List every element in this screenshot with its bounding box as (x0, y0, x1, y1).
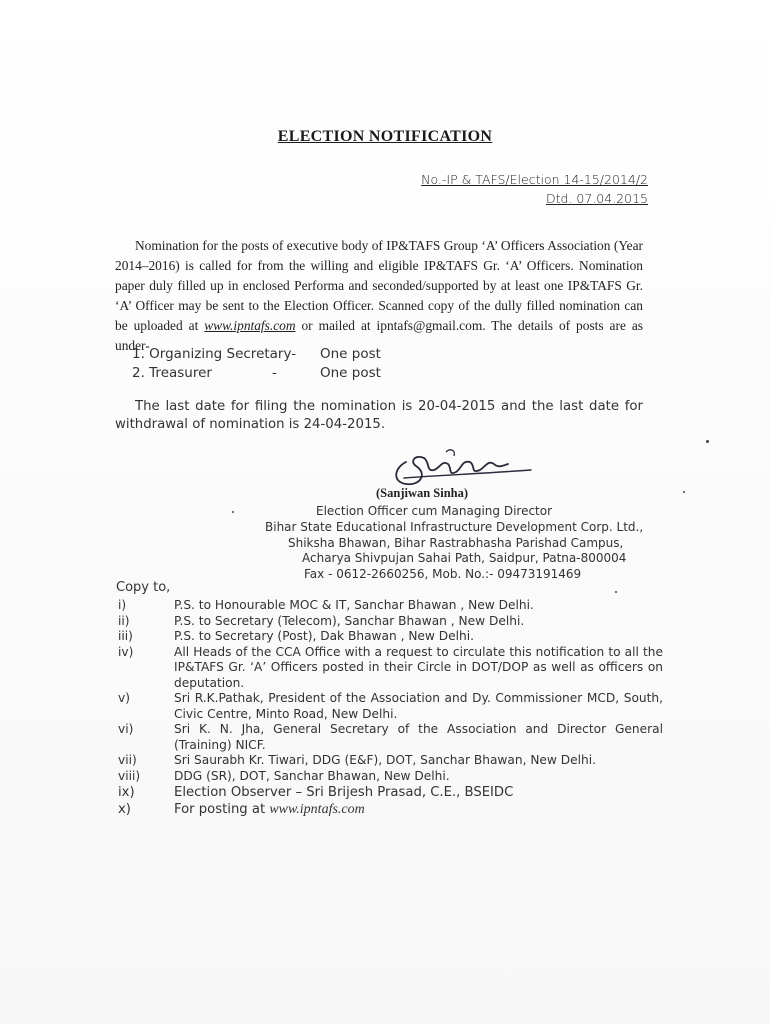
list-item (118, 629, 663, 645)
post-name: 2. Treasurer - (132, 365, 277, 381)
list-item-text: Sri R.K.Pathak, President of the Association and Dy. Commissioner MCD, South, Civic Centre, Minto Road, New Delhi. (174, 691, 663, 721)
reference-number: No.-IP & TAFS/Election 14-15/2014/2 (421, 172, 648, 187)
reference-date: Dtd. 07.04.2015 (546, 191, 648, 206)
list-item (118, 769, 663, 785)
list-item-text: Election Observer – Sri Brijesh Prasad, C.E., BSEIDC (174, 785, 514, 800)
paragraph-line: 2014–2016) is called for from the willing and eligible IP&TAFS Gr. ‘A’ Officers. Nomination (115, 258, 643, 273)
list-item-number: i) (118, 598, 127, 612)
list-item (118, 691, 663, 722)
scan-speck (615, 591, 617, 593)
post-count: One post (320, 365, 381, 381)
paragraph-line-prefix: uploaded at (133, 318, 205, 333)
list-item-number: iv) (118, 644, 134, 659)
document-title: ELECTION NOTIFICATION (277, 128, 493, 145)
list-item (118, 753, 663, 769)
list-item-number: v) (118, 691, 130, 705)
last-date-paragraph: The last date for filing the nomination is 20-04-2015 and the last date for withdrawal of nomination is 24-04-2015. (115, 399, 643, 432)
list-item-text: P.S. to Secretary (Post), Dak Bhawan , New Delhi. (174, 629, 475, 643)
list-item-number: viii) (118, 768, 141, 783)
list-item-number: ii) (118, 613, 130, 628)
list-item-text (174, 801, 663, 818)
signatory-designation: Election Officer cum Managing Director (316, 504, 553, 518)
list-item-text: P.S. to Secretary (Telecom), Sanchar Bhawan , New Delhi. (174, 613, 525, 628)
list-item-number: vii) (118, 753, 137, 767)
list-item-text: Sri K. N. Jha, General Secretary of the Association and Director General (Training) NICF. (174, 722, 663, 752)
copy-to-list (118, 598, 663, 818)
list-item-text-prefix: For posting at (174, 802, 270, 817)
list-item-text: Sri Saurabh Kr. Tiwari, DDG (E&F), DOT, Sanchar Bhawan, New Delhi. (174, 753, 597, 767)
post-item (132, 346, 410, 365)
post-count: One post (320, 346, 381, 362)
list-item-number: vi) (118, 722, 134, 736)
list-item (118, 645, 663, 692)
scan-speck (683, 491, 685, 493)
paragraph-line: Officer may be sent to the Election Officer. Scanned copy of the dully filled nomination can be (115, 298, 644, 333)
list-item-number: iii) (118, 629, 133, 643)
signatory-address-line1: Shiksha Bhawan, Bihar Rastrabhasha Parishad Campus, (288, 536, 624, 550)
list-item-text: All Heads of the CCA Office with a request to circulate this notification to all the IP&TAFS Gr. ‘A’ Officers posted in their Circle in DOT/DOP as well as officers on deputation. (174, 644, 663, 690)
scan-speck (232, 511, 234, 513)
list-item-text: DDG (SR), DOT, Sanchar Bhawan, New Delhi. (174, 768, 450, 783)
signatory-name: (Sanjiwan Sinha) (376, 486, 469, 500)
post-item (132, 365, 410, 384)
copy-to-heading: Copy to, (116, 580, 171, 595)
list-item (118, 784, 663, 801)
posts-list (132, 346, 410, 384)
list-item (118, 722, 663, 753)
paragraph-line-suffix: or mailed at ipntafs@gmail.com. The details of posts are as under- (115, 318, 643, 353)
website-link[interactable]: www.ipntafs.com (269, 802, 365, 817)
list-item-text: P.S. to Honourable MOC & IT, Sanchar Bhawan , New Delhi. (174, 598, 534, 612)
signatory-organization: Bihar State Educational Infrastructure Development Corp. Ltd., (265, 520, 644, 534)
paragraph-line: Nomination for the posts of executive body of IP&TAFS Group ‘A’ Officers Association (Year (135, 238, 643, 253)
signatory-address-line2: Acharya Shivpujan Sahai Path, Saidpur, Patna-800004 (302, 551, 627, 565)
nomination-paragraph (115, 236, 643, 356)
signatory-contact: Fax - 0612-2660256, Mob. No.:- 09473191469 (304, 567, 582, 581)
list-item (118, 614, 663, 630)
post-name: 1. Organizing Secretary- (132, 346, 297, 362)
list-item (118, 801, 663, 818)
scan-speck (706, 440, 709, 443)
list-item-number: x) (118, 802, 131, 817)
paragraph-line: paper duly filled up in enclosed Performa and seconded/supported by at least one IP&TAFS Gr. ‘A’ (115, 278, 643, 313)
list-item-number: ix) (118, 785, 135, 800)
website-link[interactable]: www.ipntafs.com (204, 318, 296, 333)
list-item (118, 598, 663, 614)
